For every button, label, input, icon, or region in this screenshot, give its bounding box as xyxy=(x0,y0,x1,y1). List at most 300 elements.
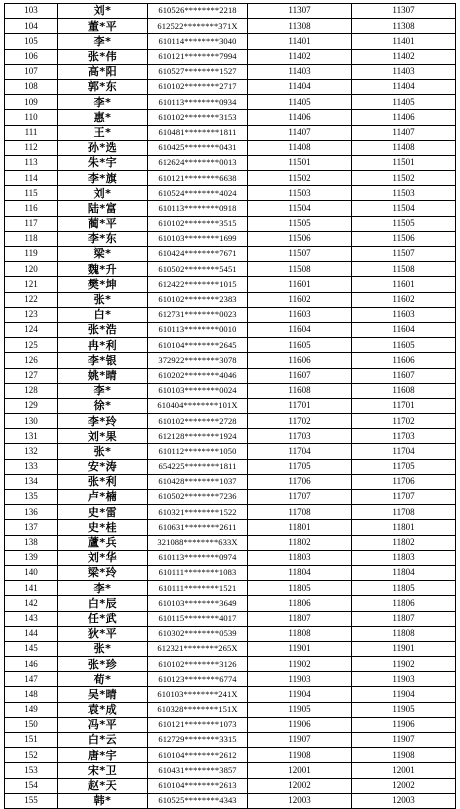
unit-number-cell: 11407 xyxy=(248,125,352,140)
unit-number-cell: 11508 xyxy=(248,262,352,277)
id-number-cell: 612321********265X xyxy=(148,641,248,656)
house-number-cell: 11507 xyxy=(352,247,456,262)
id-number-cell: 610102********2728 xyxy=(148,414,248,429)
id-number-cell: 610113********0918 xyxy=(148,201,248,216)
id-number-cell: 612422********1015 xyxy=(148,277,248,292)
table-row xyxy=(5,140,456,155)
table-row xyxy=(5,247,456,262)
unit-number-cell: 11307 xyxy=(248,4,352,19)
house-number-cell: 11607 xyxy=(352,368,456,383)
house-number-cell: 11501 xyxy=(352,155,456,170)
row-number-cell: 116 xyxy=(5,201,58,216)
row-number-cell: 138 xyxy=(5,535,58,550)
unit-number-cell: 11606 xyxy=(248,353,352,368)
row-number-cell: 154 xyxy=(5,778,58,793)
row-number-cell: 144 xyxy=(5,626,58,641)
row-number-cell: 112 xyxy=(5,140,58,155)
row-number-cell: 110 xyxy=(5,110,58,125)
table-row xyxy=(5,657,456,672)
unit-number-cell: 11804 xyxy=(248,565,352,580)
id-number-cell: 610111********1083 xyxy=(148,565,248,580)
id-number-cell: 610404********101X xyxy=(148,398,248,413)
row-number-cell: 117 xyxy=(5,216,58,231)
table-row xyxy=(5,733,456,748)
unit-number-cell: 11504 xyxy=(248,201,352,216)
person-name-cell: 梁* xyxy=(58,247,148,262)
id-number-cell: 610527********1527 xyxy=(148,64,248,79)
table-row xyxy=(5,110,456,125)
id-number-cell: 610123********6774 xyxy=(148,672,248,687)
person-name-cell: 白*辰 xyxy=(58,596,148,611)
id-number-cell: 610328********151X xyxy=(148,702,248,717)
house-number-cell: 11907 xyxy=(352,733,456,748)
unit-number-cell: 11704 xyxy=(248,444,352,459)
person-name-cell: 白*云 xyxy=(58,733,148,748)
house-number-cell: 11908 xyxy=(352,748,456,763)
table-row xyxy=(5,550,456,565)
unit-number-cell: 11601 xyxy=(248,277,352,292)
person-name-cell: 刘* xyxy=(58,186,148,201)
unit-number-cell: 12003 xyxy=(248,793,352,808)
house-number-cell: 11406 xyxy=(352,110,456,125)
unit-number-cell: 11604 xyxy=(248,322,352,337)
table-row xyxy=(5,793,456,808)
id-number-cell: 610113********0010 xyxy=(148,322,248,337)
unit-number-cell: 11806 xyxy=(248,596,352,611)
id-number-cell: 610112********1050 xyxy=(148,444,248,459)
row-number-cell: 123 xyxy=(5,307,58,322)
house-number-cell: 12001 xyxy=(352,763,456,778)
row-number-cell: 121 xyxy=(5,277,58,292)
unit-number-cell: 11906 xyxy=(248,717,352,732)
unit-number-cell: 11402 xyxy=(248,49,352,64)
table-row xyxy=(5,535,456,550)
id-number-cell: 610104********2612 xyxy=(148,748,248,763)
house-number-cell: 11708 xyxy=(352,505,456,520)
person-name-cell: 高*阳 xyxy=(58,64,148,79)
person-name-cell: 张*利 xyxy=(58,474,148,489)
table-row xyxy=(5,778,456,793)
id-number-cell: 610631********2611 xyxy=(148,520,248,535)
row-number-cell: 115 xyxy=(5,186,58,201)
table-row xyxy=(5,292,456,307)
unit-number-cell: 11702 xyxy=(248,414,352,429)
person-name-cell: 张*珍 xyxy=(58,657,148,672)
row-number-cell: 114 xyxy=(5,171,58,186)
house-number-cell: 11706 xyxy=(352,474,456,489)
id-number-cell: 610102********3153 xyxy=(148,110,248,125)
table-row xyxy=(5,383,456,398)
house-number-cell: 11404 xyxy=(352,79,456,94)
table-row xyxy=(5,596,456,611)
person-name-cell: 安*涛 xyxy=(58,459,148,474)
person-name-cell: 惠* xyxy=(58,110,148,125)
id-number-cell: 610302********0539 xyxy=(148,626,248,641)
house-number-cell: 11806 xyxy=(352,596,456,611)
unit-number-cell: 11801 xyxy=(248,520,352,535)
house-number-cell: 11606 xyxy=(352,353,456,368)
id-number-cell: 610502********7236 xyxy=(148,490,248,505)
table-row xyxy=(5,19,456,34)
table-row xyxy=(5,201,456,216)
person-name-cell: 梁*玲 xyxy=(58,565,148,580)
unit-number-cell: 11406 xyxy=(248,110,352,125)
unit-number-cell: 11907 xyxy=(248,733,352,748)
row-number-cell: 132 xyxy=(5,444,58,459)
unit-number-cell: 11706 xyxy=(248,474,352,489)
person-name-cell: 李* xyxy=(58,383,148,398)
unit-number-cell: 11805 xyxy=(248,581,352,596)
person-name-cell: 姚*晴 xyxy=(58,368,148,383)
unit-number-cell: 11904 xyxy=(248,687,352,702)
house-number-cell: 11506 xyxy=(352,231,456,246)
unit-number-cell: 11603 xyxy=(248,307,352,322)
id-number-cell: 610321********1522 xyxy=(148,505,248,520)
unit-number-cell: 11901 xyxy=(248,641,352,656)
row-number-cell: 125 xyxy=(5,338,58,353)
table-row xyxy=(5,49,456,64)
person-name-cell: 刘*华 xyxy=(58,550,148,565)
row-number-cell: 137 xyxy=(5,520,58,535)
unit-number-cell: 12002 xyxy=(248,778,352,793)
row-number-cell: 118 xyxy=(5,231,58,246)
unit-number-cell: 12001 xyxy=(248,763,352,778)
person-name-cell: 张* xyxy=(58,444,148,459)
id-number-cell: 610104********2645 xyxy=(148,338,248,353)
unit-number-cell: 11708 xyxy=(248,505,352,520)
house-number-cell: 11503 xyxy=(352,186,456,201)
id-number-cell: 610525********4343 xyxy=(148,793,248,808)
row-number-cell: 133 xyxy=(5,459,58,474)
house-number-cell: 11703 xyxy=(352,429,456,444)
row-number-cell: 145 xyxy=(5,641,58,656)
unit-number-cell: 11905 xyxy=(248,702,352,717)
id-number-cell: 610103********3649 xyxy=(148,596,248,611)
row-number-cell: 120 xyxy=(5,262,58,277)
table-row xyxy=(5,322,456,337)
house-number-cell: 11901 xyxy=(352,641,456,656)
row-number-cell: 150 xyxy=(5,717,58,732)
unit-number-cell: 11408 xyxy=(248,140,352,155)
person-name-cell: 李*东 xyxy=(58,231,148,246)
id-number-cell: 610113********0974 xyxy=(148,550,248,565)
house-number-cell: 11505 xyxy=(352,216,456,231)
unit-number-cell: 11908 xyxy=(248,748,352,763)
table-row xyxy=(5,444,456,459)
house-number-cell: 11707 xyxy=(352,490,456,505)
row-number-cell: 148 xyxy=(5,687,58,702)
unit-number-cell: 11608 xyxy=(248,383,352,398)
person-name-cell: 唐*宇 xyxy=(58,748,148,763)
id-number-cell: 610113********0934 xyxy=(148,95,248,110)
table-row xyxy=(5,125,456,140)
id-number-cell: 610202********4046 xyxy=(148,368,248,383)
id-number-cell: 610121********7994 xyxy=(148,49,248,64)
house-number-cell: 11807 xyxy=(352,611,456,626)
table-row xyxy=(5,520,456,535)
table-row xyxy=(5,398,456,413)
house-number-cell: 11906 xyxy=(352,717,456,732)
table-row xyxy=(5,474,456,489)
unit-number-cell: 11605 xyxy=(248,338,352,353)
unit-number-cell: 11502 xyxy=(248,171,352,186)
row-number-cell: 119 xyxy=(5,247,58,262)
house-number-cell: 11405 xyxy=(352,95,456,110)
id-number-cell: 610102********2717 xyxy=(148,79,248,94)
house-number-cell: 11307 xyxy=(352,4,456,19)
table-row xyxy=(5,581,456,596)
row-number-cell: 127 xyxy=(5,368,58,383)
table-row xyxy=(5,429,456,444)
id-number-cell: 610102********2383 xyxy=(148,292,248,307)
row-number-cell: 155 xyxy=(5,793,58,808)
unit-number-cell: 11503 xyxy=(248,186,352,201)
table-row xyxy=(5,505,456,520)
id-number-cell: 610524********4024 xyxy=(148,186,248,201)
unit-number-cell: 11803 xyxy=(248,550,352,565)
house-number-cell: 11905 xyxy=(352,702,456,717)
house-number-cell: 11804 xyxy=(352,565,456,580)
house-number-cell: 11408 xyxy=(352,140,456,155)
id-number-cell: 610102********3126 xyxy=(148,657,248,672)
house-number-cell: 12003 xyxy=(352,793,456,808)
roster-sheet xyxy=(4,3,455,809)
row-number-cell: 107 xyxy=(5,64,58,79)
row-number-cell: 111 xyxy=(5,125,58,140)
house-number-cell: 11605 xyxy=(352,338,456,353)
row-number-cell: 106 xyxy=(5,49,58,64)
table-row xyxy=(5,155,456,170)
id-number-cell: 612624********0013 xyxy=(148,155,248,170)
unit-number-cell: 11703 xyxy=(248,429,352,444)
person-name-cell: 樊*坤 xyxy=(58,277,148,292)
unit-number-cell: 11602 xyxy=(248,292,352,307)
person-name-cell: 白* xyxy=(58,307,148,322)
table-row xyxy=(5,262,456,277)
house-number-cell: 11701 xyxy=(352,398,456,413)
person-name-cell: 李*银 xyxy=(58,353,148,368)
house-number-cell: 11308 xyxy=(352,19,456,34)
row-number-cell: 130 xyxy=(5,414,58,429)
row-number-cell: 151 xyxy=(5,733,58,748)
id-number-cell: 610481********1811 xyxy=(148,125,248,140)
person-name-cell: 郭*东 xyxy=(58,79,148,94)
table-row xyxy=(5,641,456,656)
table-row xyxy=(5,231,456,246)
table-row xyxy=(5,626,456,641)
id-number-cell: 610115********4017 xyxy=(148,611,248,626)
table-row xyxy=(5,186,456,201)
table-row xyxy=(5,64,456,79)
person-name-cell: 朱*宇 xyxy=(58,155,148,170)
person-name-cell: 狄*平 xyxy=(58,626,148,641)
person-name-cell: 徐* xyxy=(58,398,148,413)
unit-number-cell: 11505 xyxy=(248,216,352,231)
row-number-cell: 142 xyxy=(5,596,58,611)
unit-number-cell: 11404 xyxy=(248,79,352,94)
row-number-cell: 108 xyxy=(5,79,58,94)
unit-number-cell: 11705 xyxy=(248,459,352,474)
row-number-cell: 105 xyxy=(5,34,58,49)
id-number-cell: 610502********5451 xyxy=(148,262,248,277)
row-number-cell: 136 xyxy=(5,505,58,520)
id-number-cell: 610121********1073 xyxy=(148,717,248,732)
person-name-cell: 冯*平 xyxy=(58,717,148,732)
id-number-cell: 612731********0023 xyxy=(148,307,248,322)
person-name-cell: 李*旗 xyxy=(58,171,148,186)
id-number-cell: 610111********1521 xyxy=(148,581,248,596)
row-number-cell: 147 xyxy=(5,672,58,687)
person-name-cell: 赵*天 xyxy=(58,778,148,793)
id-number-cell: 610526********2218 xyxy=(148,4,248,19)
row-number-cell: 122 xyxy=(5,292,58,307)
id-number-cell: 610431********3857 xyxy=(148,763,248,778)
house-number-cell: 11604 xyxy=(352,322,456,337)
unit-number-cell: 11701 xyxy=(248,398,352,413)
unit-number-cell: 11506 xyxy=(248,231,352,246)
table-row xyxy=(5,4,456,19)
person-name-cell: 袁*成 xyxy=(58,702,148,717)
person-name-cell: 陆*富 xyxy=(58,201,148,216)
table-row xyxy=(5,672,456,687)
row-number-cell: 134 xyxy=(5,474,58,489)
table-row xyxy=(5,565,456,580)
house-number-cell: 11608 xyxy=(352,383,456,398)
id-number-cell: 612729********3315 xyxy=(148,733,248,748)
house-number-cell: 11407 xyxy=(352,125,456,140)
table-row xyxy=(5,307,456,322)
table-row xyxy=(5,459,456,474)
row-number-cell: 103 xyxy=(5,4,58,19)
id-number-cell: 321088********633X xyxy=(148,535,248,550)
row-number-cell: 109 xyxy=(5,95,58,110)
row-number-cell: 140 xyxy=(5,565,58,580)
house-number-cell: 11902 xyxy=(352,657,456,672)
id-number-cell: 610425********0431 xyxy=(148,140,248,155)
table-row xyxy=(5,338,456,353)
id-number-cell: 372922********3078 xyxy=(148,353,248,368)
unit-number-cell: 11808 xyxy=(248,626,352,641)
id-number-cell: 610104********2613 xyxy=(148,778,248,793)
house-number-cell: 11904 xyxy=(352,687,456,702)
table-row xyxy=(5,171,456,186)
house-number-cell: 11803 xyxy=(352,550,456,565)
house-number-cell: 11903 xyxy=(352,672,456,687)
house-number-cell: 11705 xyxy=(352,459,456,474)
row-number-cell: 113 xyxy=(5,155,58,170)
unit-number-cell: 11501 xyxy=(248,155,352,170)
house-number-cell: 11603 xyxy=(352,307,456,322)
unit-number-cell: 11308 xyxy=(248,19,352,34)
row-number-cell: 149 xyxy=(5,702,58,717)
row-number-cell: 152 xyxy=(5,748,58,763)
row-number-cell: 128 xyxy=(5,383,58,398)
row-number-cell: 146 xyxy=(5,657,58,672)
id-number-cell: 654225********1811 xyxy=(148,459,248,474)
id-number-cell: 610102********3515 xyxy=(148,216,248,231)
table-row xyxy=(5,490,456,505)
unit-number-cell: 11902 xyxy=(248,657,352,672)
table-row xyxy=(5,687,456,702)
id-number-cell: 610428********1037 xyxy=(148,474,248,489)
table-row xyxy=(5,277,456,292)
table-row xyxy=(5,717,456,732)
row-number-cell: 143 xyxy=(5,611,58,626)
person-name-cell: 张* xyxy=(58,292,148,307)
house-number-cell: 11508 xyxy=(352,262,456,277)
roster-table xyxy=(4,3,456,809)
unit-number-cell: 11802 xyxy=(248,535,352,550)
id-number-cell: 610121********6638 xyxy=(148,171,248,186)
person-name-cell: 宋*卫 xyxy=(58,763,148,778)
unit-number-cell: 11403 xyxy=(248,64,352,79)
house-number-cell: 11602 xyxy=(352,292,456,307)
row-number-cell: 131 xyxy=(5,429,58,444)
person-name-cell: 孙*选 xyxy=(58,140,148,155)
row-number-cell: 129 xyxy=(5,398,58,413)
person-name-cell: 魏*升 xyxy=(58,262,148,277)
table-row xyxy=(5,95,456,110)
person-name-cell: 李* xyxy=(58,34,148,49)
person-name-cell: 张* xyxy=(58,641,148,656)
id-number-cell: 610424********7671 xyxy=(148,247,248,262)
table-row xyxy=(5,611,456,626)
house-number-cell: 11403 xyxy=(352,64,456,79)
house-number-cell: 12002 xyxy=(352,778,456,793)
id-number-cell: 610103********0024 xyxy=(148,383,248,398)
person-name-cell: 张*伟 xyxy=(58,49,148,64)
house-number-cell: 11401 xyxy=(352,34,456,49)
unit-number-cell: 11903 xyxy=(248,672,352,687)
house-number-cell: 11805 xyxy=(352,581,456,596)
house-number-cell: 11702 xyxy=(352,414,456,429)
row-number-cell: 141 xyxy=(5,581,58,596)
person-name-cell: 刘* xyxy=(58,4,148,19)
person-name-cell: 董*平 xyxy=(58,19,148,34)
person-name-cell: 刘*果 xyxy=(58,429,148,444)
person-name-cell: 吴*晴 xyxy=(58,687,148,702)
house-number-cell: 11601 xyxy=(352,277,456,292)
id-number-cell: 610103********1699 xyxy=(148,231,248,246)
roster-table-body xyxy=(5,4,456,809)
table-row xyxy=(5,763,456,778)
person-name-cell: 李* xyxy=(58,581,148,596)
row-number-cell: 104 xyxy=(5,19,58,34)
row-number-cell: 139 xyxy=(5,550,58,565)
house-number-cell: 11802 xyxy=(352,535,456,550)
unit-number-cell: 11807 xyxy=(248,611,352,626)
person-name-cell: 张*浩 xyxy=(58,322,148,337)
unit-number-cell: 11607 xyxy=(248,368,352,383)
row-number-cell: 135 xyxy=(5,490,58,505)
person-name-cell: 卢*楠 xyxy=(58,490,148,505)
person-name-cell: 荀* xyxy=(58,672,148,687)
person-name-cell: 任*武 xyxy=(58,611,148,626)
person-name-cell: 王* xyxy=(58,125,148,140)
person-name-cell: 蘆*兵 xyxy=(58,535,148,550)
table-row xyxy=(5,368,456,383)
row-number-cell: 124 xyxy=(5,322,58,337)
person-name-cell: 冉*利 xyxy=(58,338,148,353)
house-number-cell: 11808 xyxy=(352,626,456,641)
house-number-cell: 11801 xyxy=(352,520,456,535)
unit-number-cell: 11507 xyxy=(248,247,352,262)
unit-number-cell: 11401 xyxy=(248,34,352,49)
unit-number-cell: 11405 xyxy=(248,95,352,110)
id-number-cell: 610114********3040 xyxy=(148,34,248,49)
person-name-cell: 史*桂 xyxy=(58,520,148,535)
house-number-cell: 11502 xyxy=(352,171,456,186)
